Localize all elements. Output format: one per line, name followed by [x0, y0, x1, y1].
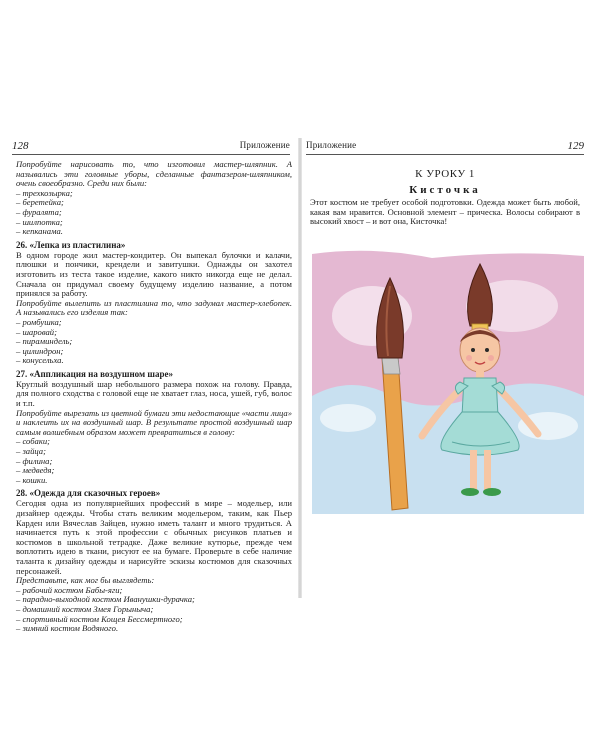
- girl-eye: [471, 348, 475, 352]
- costume-title: Кисточка: [409, 184, 481, 196]
- light-swirl: [320, 404, 376, 432]
- list-item: – ромбушка;: [16, 316, 62, 327]
- section-28-heading: 28. «Одежда для сказочных героев»: [16, 488, 161, 499]
- book-spread: [0, 138, 600, 634]
- girl-cheek: [466, 355, 472, 361]
- lesson-label: К УРОКУ 1: [415, 168, 475, 180]
- section-27-text: Круглый воздушный шар небольшого размера похож на голову. Правда, для полного сходства с головой еще не хватает глаз, носа, ушей, губ, волос и т.п.: [16, 378, 292, 409]
- list-item: – собаки;: [16, 436, 51, 447]
- list-item: – спортивный костюм Кощея Бессмертного;: [16, 613, 183, 624]
- brush-ferrule: [382, 358, 400, 374]
- girl-leg: [484, 450, 491, 490]
- section-26-text: В одном городе жил мастер-кондитер. Он выпекал булочки и калачи, плюшки и пончики, крендели и завитушки. Однажды он захотел изготовить из теста такое изделие, какого никто никогда еще не делал. Сначала он придумал своему будущему изделию название, а потом принялся за работу.: [16, 249, 292, 299]
- girl-shoe: [461, 488, 479, 496]
- costume-description: Этот костюм не требует особой подготовки. Одежда может быть любой, какая вам нравится. Основной элемент – прическа. Волосы собирают в высокий хвост – и вот она, Кисточка!: [310, 197, 580, 227]
- dress-bodice: [462, 378, 498, 416]
- list-item: – конусельха.: [16, 355, 64, 366]
- girl-eye: [485, 348, 489, 352]
- girl-leg: [470, 450, 477, 490]
- list-item: – медведя;: [16, 465, 55, 476]
- hat-list: [16, 189, 292, 237]
- list-item: – пираминдель;: [16, 336, 73, 347]
- section-26-task: Попробуйте вылепить из пластилина то, что задумал мастер-хлебопек. А назывались его изделия так:: [16, 297, 292, 318]
- right-page-header: [306, 140, 584, 155]
- section-26-heading: 26. «Лепка из пластилина»: [16, 239, 126, 250]
- list-item: – кошки.: [16, 474, 48, 485]
- pastry-list: [16, 318, 292, 366]
- girl-neck: [476, 370, 484, 378]
- list-item: – беретейка;: [16, 197, 64, 208]
- right-page: [302, 138, 588, 598]
- left-running-head: Приложение: [239, 140, 290, 150]
- list-item: – шилпотка;: [16, 216, 63, 227]
- girl-cheek: [488, 355, 494, 361]
- left-page-number: 128: [12, 140, 29, 152]
- right-running-head: Приложение: [306, 140, 357, 150]
- girl-shoe: [483, 488, 501, 496]
- list-item: – парадно-выходной костюм Иванушки-дурачка;: [16, 594, 195, 605]
- list-item: – кепканама.: [16, 226, 63, 237]
- animal-list: [16, 437, 292, 485]
- right-page-number: 129: [567, 140, 584, 152]
- intro-text: Попробуйте нарисовать то, что изготовил мастер-шляпник. А назывались эти головные уборы, сделанные фантазером-шляпником, очень своеобразно. Среди них были:: [16, 159, 292, 189]
- list-item: – шаровай;: [16, 326, 57, 337]
- list-item: – рабочий костюм Бабы-яги;: [16, 584, 123, 595]
- list-item: – цилиндрон;: [16, 345, 64, 356]
- list-item: – зайца;: [16, 446, 46, 457]
- section-28-text: Сегодня одна из популярнейших профессий в мире – модельер, или дизайнер одежды. Чтобы стать великим модельером, таким, как Пьер Карден или Вячеслав Зайцев, нужно иметь талант и много трудиться. А начинается путь к этой профессии с обычных рисунков платьев и костюмов в школьной тетрадке. Даже великие кутюрье, прежде чем воплотить идею в ткани, рисуют ее на бумаге. Проверьте в себе наличие таланта к дизайну одежды и нарисуйте эскизы костюмов для сказочных персонажей.: [16, 498, 292, 576]
- left-page-header: [12, 140, 290, 155]
- brush-girl-illustration: [312, 246, 584, 514]
- section-28-task: Представьте, как мог бы выглядеть:: [16, 575, 155, 586]
- list-item: – зимний костюм Водяного.: [16, 623, 119, 634]
- costume-list: [16, 586, 292, 634]
- left-page-body: [16, 160, 292, 634]
- girl-head: [460, 328, 500, 372]
- list-item: – домашний костюм Змея Горыныча;: [16, 603, 154, 614]
- list-item: – филина;: [16, 455, 53, 466]
- left-page: [12, 138, 300, 634]
- list-item: – фуралята;: [16, 206, 62, 217]
- section-27-heading: 27. «Аппликация на воздушном шаре»: [16, 368, 173, 379]
- section-27-task: Попробуйте вырезать из цветной бумаги эти недостающие «части лица» и наклеить их на воздушный шар. В результате простой воздушный шар самым волшебным образом может превратиться в голову:: [16, 407, 292, 437]
- list-item: – трехкозырка;: [16, 187, 73, 198]
